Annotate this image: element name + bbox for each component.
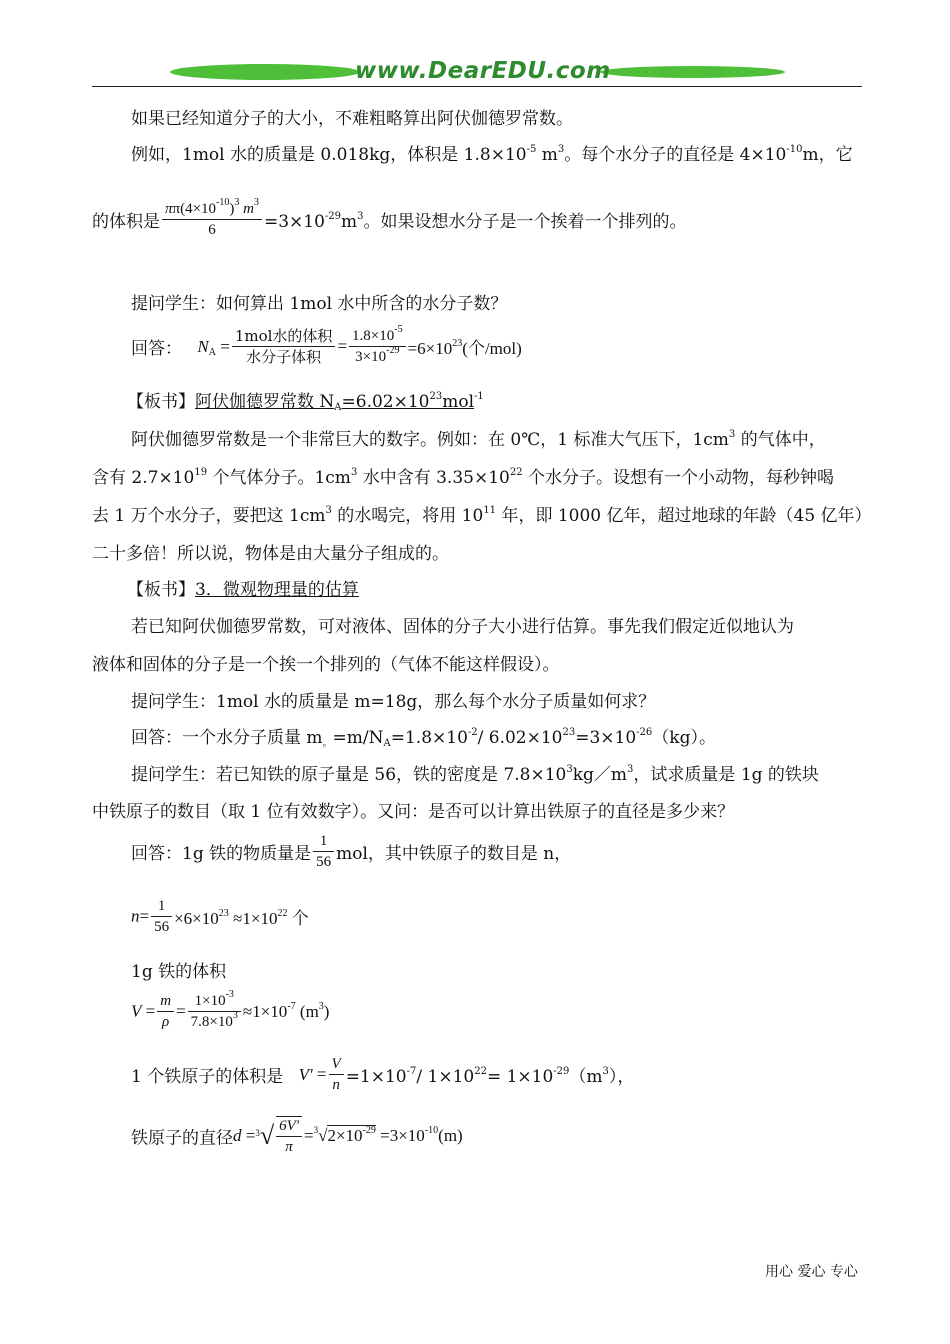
board-note-1: 【板书】阿伏伽德罗常数 $N_A=6.02\times 10^{23}mol^{-1}$ <box>127 391 484 413</box>
paragraph-intro: 如果已经知道分子的大小，不难粗略算出阿伏伽德罗常数。 <box>131 109 573 129</box>
answer-1-fraction-a: $\frac{\text{1mol水的体积}}{\text{水分子体积}}$ <box>232 327 336 366</box>
paragraph-example: 例如，1mol 水的质量是 0.018kg，体积是 $1.8\times 10^{-5}$ $m^3$。每个水分子的直径是 $4\times 10^{-10}m$，它 <box>131 144 853 165</box>
atom-diameter-radicand: $\frac{6V'}{\pi}$ <box>276 1116 302 1156</box>
volume-line: 的体积是 $\frac{\pi\pi(4\times 10^{-10})^3 m^3}{6}$ $=3\times 10^{-29}m^3$。如果设想水分子是一个挨着一个排列的。 <box>92 197 687 238</box>
header-logo: www.DearEDU.com <box>355 58 611 84</box>
paragraph-estimate-l2: 液体和固体的分子是一个挨一个排列的（气体不能这样假设）。 <box>92 655 560 675</box>
footer-slogan: 用心 爱心 专心 <box>765 1264 858 1280</box>
header-swoosh-left <box>170 64 360 80</box>
paragraph-avogadro-l1: 阿伏伽德罗常数是一个非常巨大的数字。例如：在 0℃，1 标准大气压下，$1cm^3$ 的气体中， <box>131 429 826 450</box>
equation-v-fraction-a: $\frac{m}{\rho}$ <box>157 992 174 1031</box>
answer-1: 回答： $N_A$ = $\frac{\text{1mol水的体积}}{\text{水分子体积}}$ = $\frac{1.8\times 10^{-5}}{3\times 10^{-29}}$ $=6\times 10^{23}$(个/mol) <box>131 324 522 366</box>
equation-n: n= $\frac{1}{56}$ $\times 6\times 10^{23} \approx 1\times 10^{22}$ 个 <box>131 898 309 935</box>
paragraph-estimate-l1: 若已知阿伏伽德罗常数，可对液体、固体的分子大小进行估算。事先我们假定近似地认为 <box>131 617 794 637</box>
equation-n-fraction: $\frac{1}{56}$ <box>151 897 172 936</box>
header-swoosh-right <box>600 66 785 78</box>
paragraph-avogadro-l4: 二十多倍！所以说，物体是由大量分子组成的。 <box>92 544 449 564</box>
answer-1-fraction-b: $\frac{1.8\times 10^{-5}}{3\times 10^{-29}}$ <box>349 327 406 366</box>
volume-fraction: $\frac{\pi\pi(4\times 10^{-10})^3 m^3}{6}$ <box>162 200 262 239</box>
board-note-2: 【板书】3．微观物理量的估算 <box>127 580 359 600</box>
question-3-l1: 提问学生：若已知铁的原子量是 56，铁的密度是 $7.8\times 10^3kg/m^3$，试求质量是 1g 的铁块 <box>131 764 819 785</box>
paragraph-avogadro-l3: 去 1 万个水分子，要把这 $1cm^3$ 的水喝完，将用 $10^{11}$ 年，即 1000 亿年，超过地球的年龄（45 亿年） <box>92 505 872 526</box>
answer-3-fraction: $\frac{1}{56}$ <box>313 832 334 871</box>
question-2: 提问学生：1mol 水的质量是 m=18g，那么每个水分子质量如何求？ <box>131 692 656 712</box>
equation-v-fraction-b: $\frac{1\times 10^{-3}}{7.8\times 10^3}$ <box>188 992 241 1031</box>
iron-volume-label: 1g 铁的体积 <box>131 962 227 982</box>
question-1: 提问学生：如何算出 1mol 水中所含的水分子数？ <box>131 294 508 314</box>
atom-volume: 1 个铁原子的体积是 V' = $\frac{V}{n}$ $=1\times 10^{-7}/$ $1\times 10^{22}= 1\times 10^{-29}(m^3)$， <box>131 1056 635 1093</box>
header-rule <box>92 86 862 87</box>
question-3-l2: 中铁原子的数目（取 1 位有效数字）。又问：是否可以计算出铁原子的直径是多少来？ <box>92 802 735 822</box>
paragraph-avogadro-l2: 含有 $2.7\times 10^{19}$ 个气体分子。$1cm^3$ 水中含有 $3.35\times 10^{22}$ 个水分子。设想有一个小动物，每秒钟喝 <box>92 467 834 488</box>
atom-diameter: 铁原子的直径d =$^3$√ $\frac{6V'}{\pi}$ $=^3√2\times 10^{-29} =3\times 10^{-10}(m)$ <box>131 1118 463 1155</box>
answer-3: 回答：1g 铁的物质量是 $\frac{1}{56}$ mol，其中铁原子的数目是 n， <box>131 833 572 870</box>
equation-v: V = $\frac{m}{\rho}$ = $\frac{1\times 10^{-3}}{7.8\times 10^3}$ $\approx 1\times 10^{-7}$ $(m^3)$ <box>131 989 330 1030</box>
answer-2: 回答：一个水分子质量 $m_。=m/N_A=1.8\times 10^{-2}/$ $6.02\times 10^{23}=3\times 10^{-26}(kg)$。 <box>131 727 716 749</box>
atom-volume-fraction: $\frac{V}{n}$ <box>329 1055 344 1094</box>
